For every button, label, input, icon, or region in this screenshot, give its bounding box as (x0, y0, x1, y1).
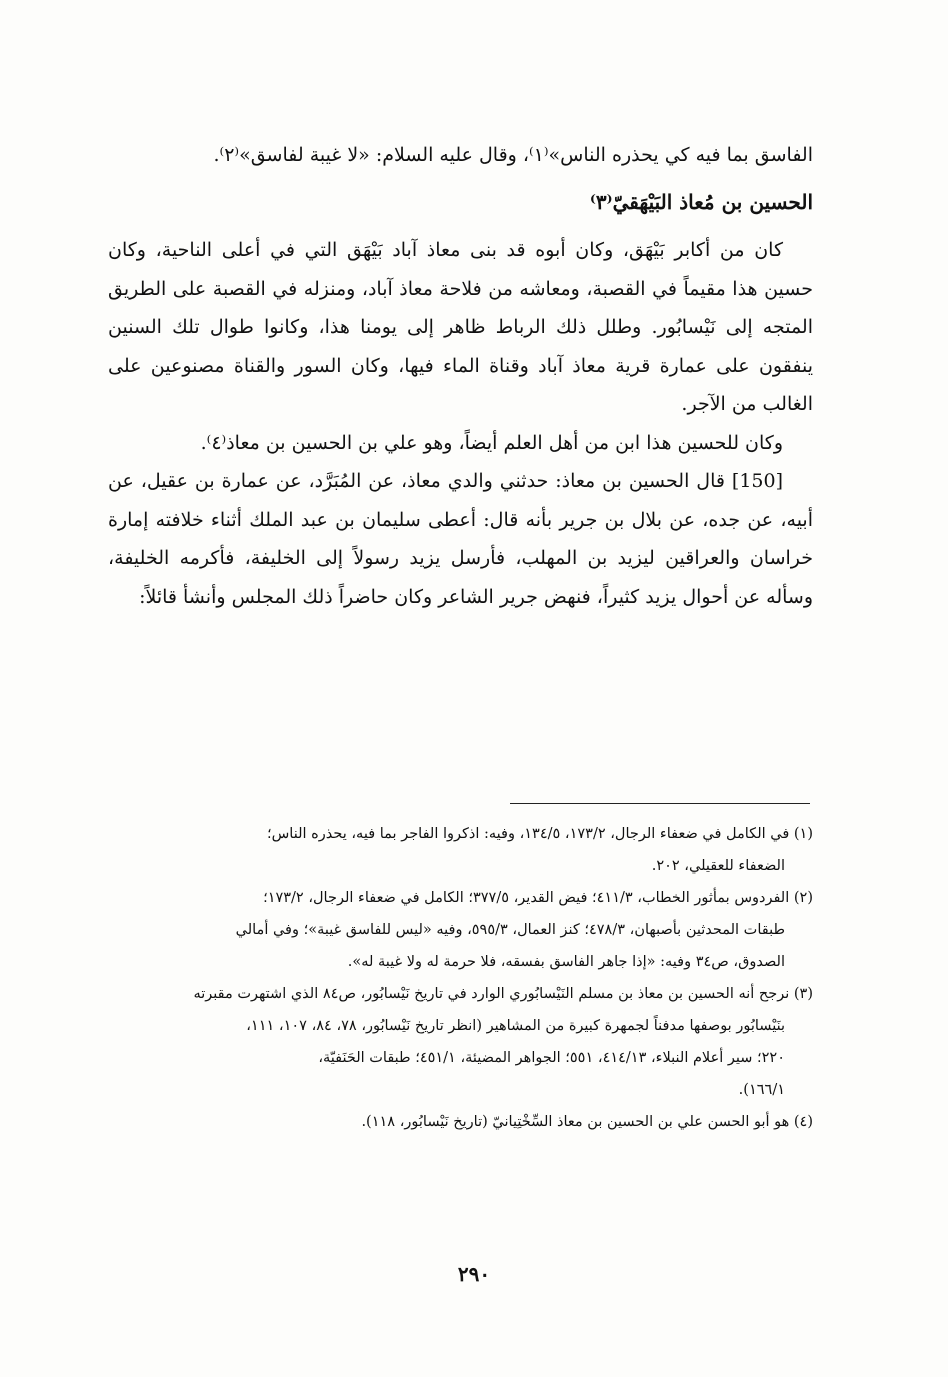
footnote-4: (٤) هو أبو الحسن علي بن الحسين بن معاذ السِّخْتِيانيّ (تاريخ نَيْسابُور، ١١٨). (361, 1114, 813, 1130)
footnote-2-cont-2: الصدوق، ص٣٤ وفيه: «إذا جاهر الفاسق بفسقه، فلا حرمة له ولا غيبة له». (347, 954, 785, 970)
footnote-3-cont-2: ٢٢٠؛ سير أعلام النبلاء، ٤١٤/١٣، ٥٥١؛ الجواهر المضيئة، ٤٥١/١؛ طبقات الحَنَفيّة، (318, 1050, 785, 1066)
main-text (108, 136, 813, 616)
paragraph-2: وكان للحسين هذا ابن من أهل العلم أيضاً، وهو علي بن الحسين بن معاذ⁽٤⁾. (200, 431, 783, 454)
paragraph-3: [150] قال الحسين بن معاذ: حدثني والدي معاذ، عن المُبَرَّد، عن عمارة بن عقيل، عن أبيه، عن جده، عن بلال بن جرير بأنه قال: أعطى سليمان بن عبد الملك أثناء خلافته إمارة خراسان والعراقين ليزيد بن المهلب، فأرسل يزيد رسولاً إلى الخليفة، فأكرمه الخليفة، وسأله عن أحوال يزيد كثيراً، فنهض جرير الشاعر وكان حاضراً ذلك المجلس وأنشأ قائلاً: (108, 470, 813, 608)
paragraph-1: كان من أكابر بَيْهَق، وكان أبوه قد بنى معاذ آباد بَيْهَق التي في أعلى الناحية، وكان حسين هذا مقيماً في القصبة، ومعاشه من فلاحة معاذ آباد، ومنزله في القصبة على الطريق المتجه إلى نَيْسابُور. وطلل ذلك الرباط ظاهر إلى يومنا هذا، وكانوا طوال تلك السنين ينفقون على عمارة قرية معاذ آباد وقناة الماء فيها، وكان السور والقناة مصنوعين على الغالب من الآجر. (108, 239, 813, 415)
footnote-3-cont: بنَيْسابُور بوصفها مدفناً لجمهرة كبيرة من المشاهير (انظر تاريخ نَيْسابُور، ٧٨، ٨٤، ١٠٧، ١١١، (246, 1018, 785, 1034)
footnote-2-cont: طبقات المحدثين بأصبهان، ٤٧٨/٣؛ كنز العمال، ٥٩٥/٣، وفيه «ليس للفاسق غيبة»؛ وفي أمالي (235, 922, 785, 938)
footnote-1-cont: الضعفاء للعقيلي، ٢٠٢. (651, 858, 785, 874)
section-heading: الحسين بن مُعاذ البَيْهَقيّ⁽٣⁾ (589, 189, 813, 214)
footnote-3-cont-3: ١٦٦/١). (738, 1082, 785, 1098)
page-number: ٢٩٠ (457, 1262, 491, 1286)
footnotes (108, 818, 813, 1138)
intro-line: الفاسق بما فيه كي يحذره الناس»⁽١⁾، وقال عليه السلام: «لا غيبة لفاسق»⁽٢⁾. (213, 144, 813, 166)
footnote-2: (٢) الفردوس بمأثور الخطاب، ٤١١/٣؛ فيض القدير، ٣٧٧/٥؛ الكامل في ضعفاء الرجال، ١٧٣/٢؛ (263, 890, 813, 906)
footnote-3: (٣) نرجح أنه الحسين بن معاذ بن مسلم النَيْسابُوري الوارد في تاريخ نَيْسابُور، ص٨٤ الذي اشتهرت مقبرته (193, 986, 813, 1002)
footnote-divider (510, 803, 810, 804)
footnote-1: (١) في الكامل في ضعفاء الرجال، ١٧٣/٢، ١٣٤/٥، وفيه: اذكروا الفاجر بما فيه، يحذره الناس؛ (267, 826, 813, 842)
